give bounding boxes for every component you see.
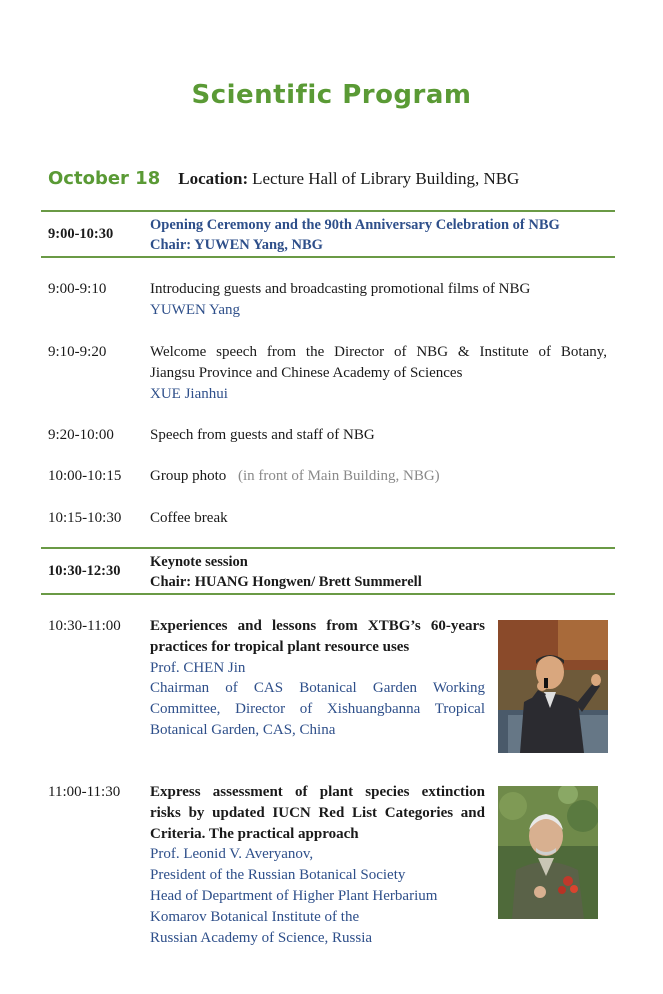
day-header [48,168,519,189]
location-value: Lecture Hall of Library Building, NBG [252,169,520,188]
talk-affiliation-line: Head of Department of Higher Plant Herbarium [150,887,438,904]
talk-title-line: Express assessment of plant species extinction [150,784,485,800]
talk-title-line: Criteria. The practical approach [150,825,359,842]
talk-title-line: practices for tropical plant resource uses [150,638,410,655]
item-text: Speech from guests and staff of NBG [150,427,375,443]
talk-title-line: Experiences and lessons from XTBG’s 60-years [150,618,485,634]
talk-content [150,616,485,741]
location-label: Location: [178,169,249,188]
talk-time: 11:00-11:30 [48,784,121,800]
item-note: (in front of Main Building, NBG) [238,468,440,484]
talk-affiliation-line: Committee, Director of Xishuangbanna Tropical [150,701,485,718]
item-text: Jiangsu Province and Chinese Academy of Sciences [150,364,463,381]
session-info [150,215,560,255]
session-keynote [41,547,615,595]
talk-affiliation-line: President of the Russian Botanical Society [150,867,406,884]
item-person: YUWEN Yang [150,301,240,318]
session-time: 10:30-12:30 [48,563,121,579]
item-time: 9:00-9:10 [48,281,107,297]
talk-speaker: Prof. Leonid V. Averyanov, [150,846,314,863]
item-time: 10:15-10:30 [48,510,122,526]
talk-affiliation-line: Chairman of CAS Botanical Garden Working [150,680,485,697]
item-text: Group photo [150,468,227,484]
talk-time: 10:30-11:00 [48,618,121,634]
speaker-photo-chen-jin [498,620,608,753]
session-chair: Chair: HUANG Hongwen/ Brett Summerell [150,574,422,590]
session-title: Keynote session [150,554,248,570]
day-date: October 18 [48,168,161,189]
talk-speaker: Prof. CHEN Jin [150,659,246,676]
item-text: Coffee break [150,510,228,526]
item-text: Introducing guests and broadcasting promotional films of NBG [150,281,531,297]
item-content [150,342,607,404]
item-time: 9:10-9:20 [48,344,107,360]
item-time: 9:20-10:00 [48,427,114,443]
item-content [150,466,607,487]
session-time: 9:00-10:30 [48,226,114,242]
talk-content [150,782,485,948]
session-opening [41,210,615,258]
item-time: 10:00-10:15 [48,468,122,484]
item-content [150,425,607,446]
item-text: Welcome speech from the Director of NBG & Institute of Botany, [150,344,607,360]
session-info [150,552,422,592]
session-chair: Chair: YUWEN Yang, NBG [150,237,323,253]
item-content [150,279,607,321]
talk-affiliation-line: Russian Academy of Science, Russia [150,929,373,946]
talk-affiliation-line: Komarov Botanical Institute of the [150,908,360,925]
item-person: XUE Jianhui [150,385,228,402]
item-content [150,508,607,529]
page-title: Scientific Program [191,80,472,110]
talk-affiliation-line: Botanical Garden, CAS, China [150,721,336,738]
speaker-photo-averyanov [498,786,598,919]
talk-title-line: risks by updated IUCN Red List Categories and [150,804,485,821]
session-title: Opening Ceremony and the 90th Anniversary Celebration of NBG [150,217,560,233]
